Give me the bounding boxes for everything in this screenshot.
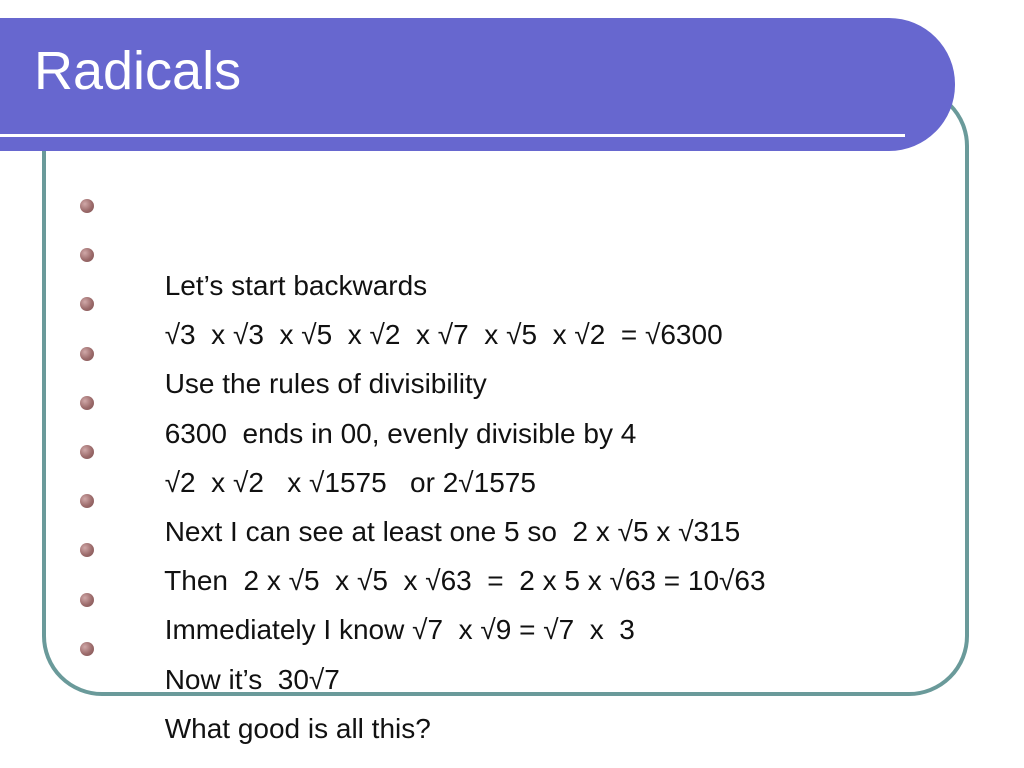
bullet-text: Immediately I know √7 x √9 = √7 x 3 <box>164 614 635 646</box>
bullet-dot-icon <box>80 347 94 361</box>
bullet-text: What good is all this? <box>164 712 431 744</box>
bullet-text: Then 2 x √5 x √5 x √63 = 2 x 5 x √63 = 10√63 <box>164 565 766 597</box>
bullet-dot-icon <box>80 642 94 656</box>
bullet-dot-icon <box>80 396 94 410</box>
bullet-dot-icon <box>80 199 94 213</box>
bullet-list <box>118 186 766 744</box>
bullet-text: Next I can see at least one 5 so 2 x √5 x √315 <box>164 515 741 547</box>
title-underline <box>0 134 905 137</box>
bullet-dot-icon <box>80 593 94 607</box>
bullet-text: Let’s start backwards <box>164 270 428 301</box>
bullet-text: √2 x √2 x √1575 or 2√1575 <box>164 466 536 498</box>
bullet-text: √3 x √3 x √5 x √2 x √7 x √5 x √2 = √6300 <box>164 319 723 351</box>
slide-title: Radicals <box>34 41 242 101</box>
bullet-dot-icon <box>80 445 94 459</box>
bullet-text: Now it’s 30√7 <box>164 663 340 695</box>
bullet-text: 6300 ends in 00, evenly divisible by 4 <box>164 417 637 449</box>
bullet-text: Use the rules of divisibility <box>164 368 487 400</box>
bullet-item <box>118 186 766 301</box>
